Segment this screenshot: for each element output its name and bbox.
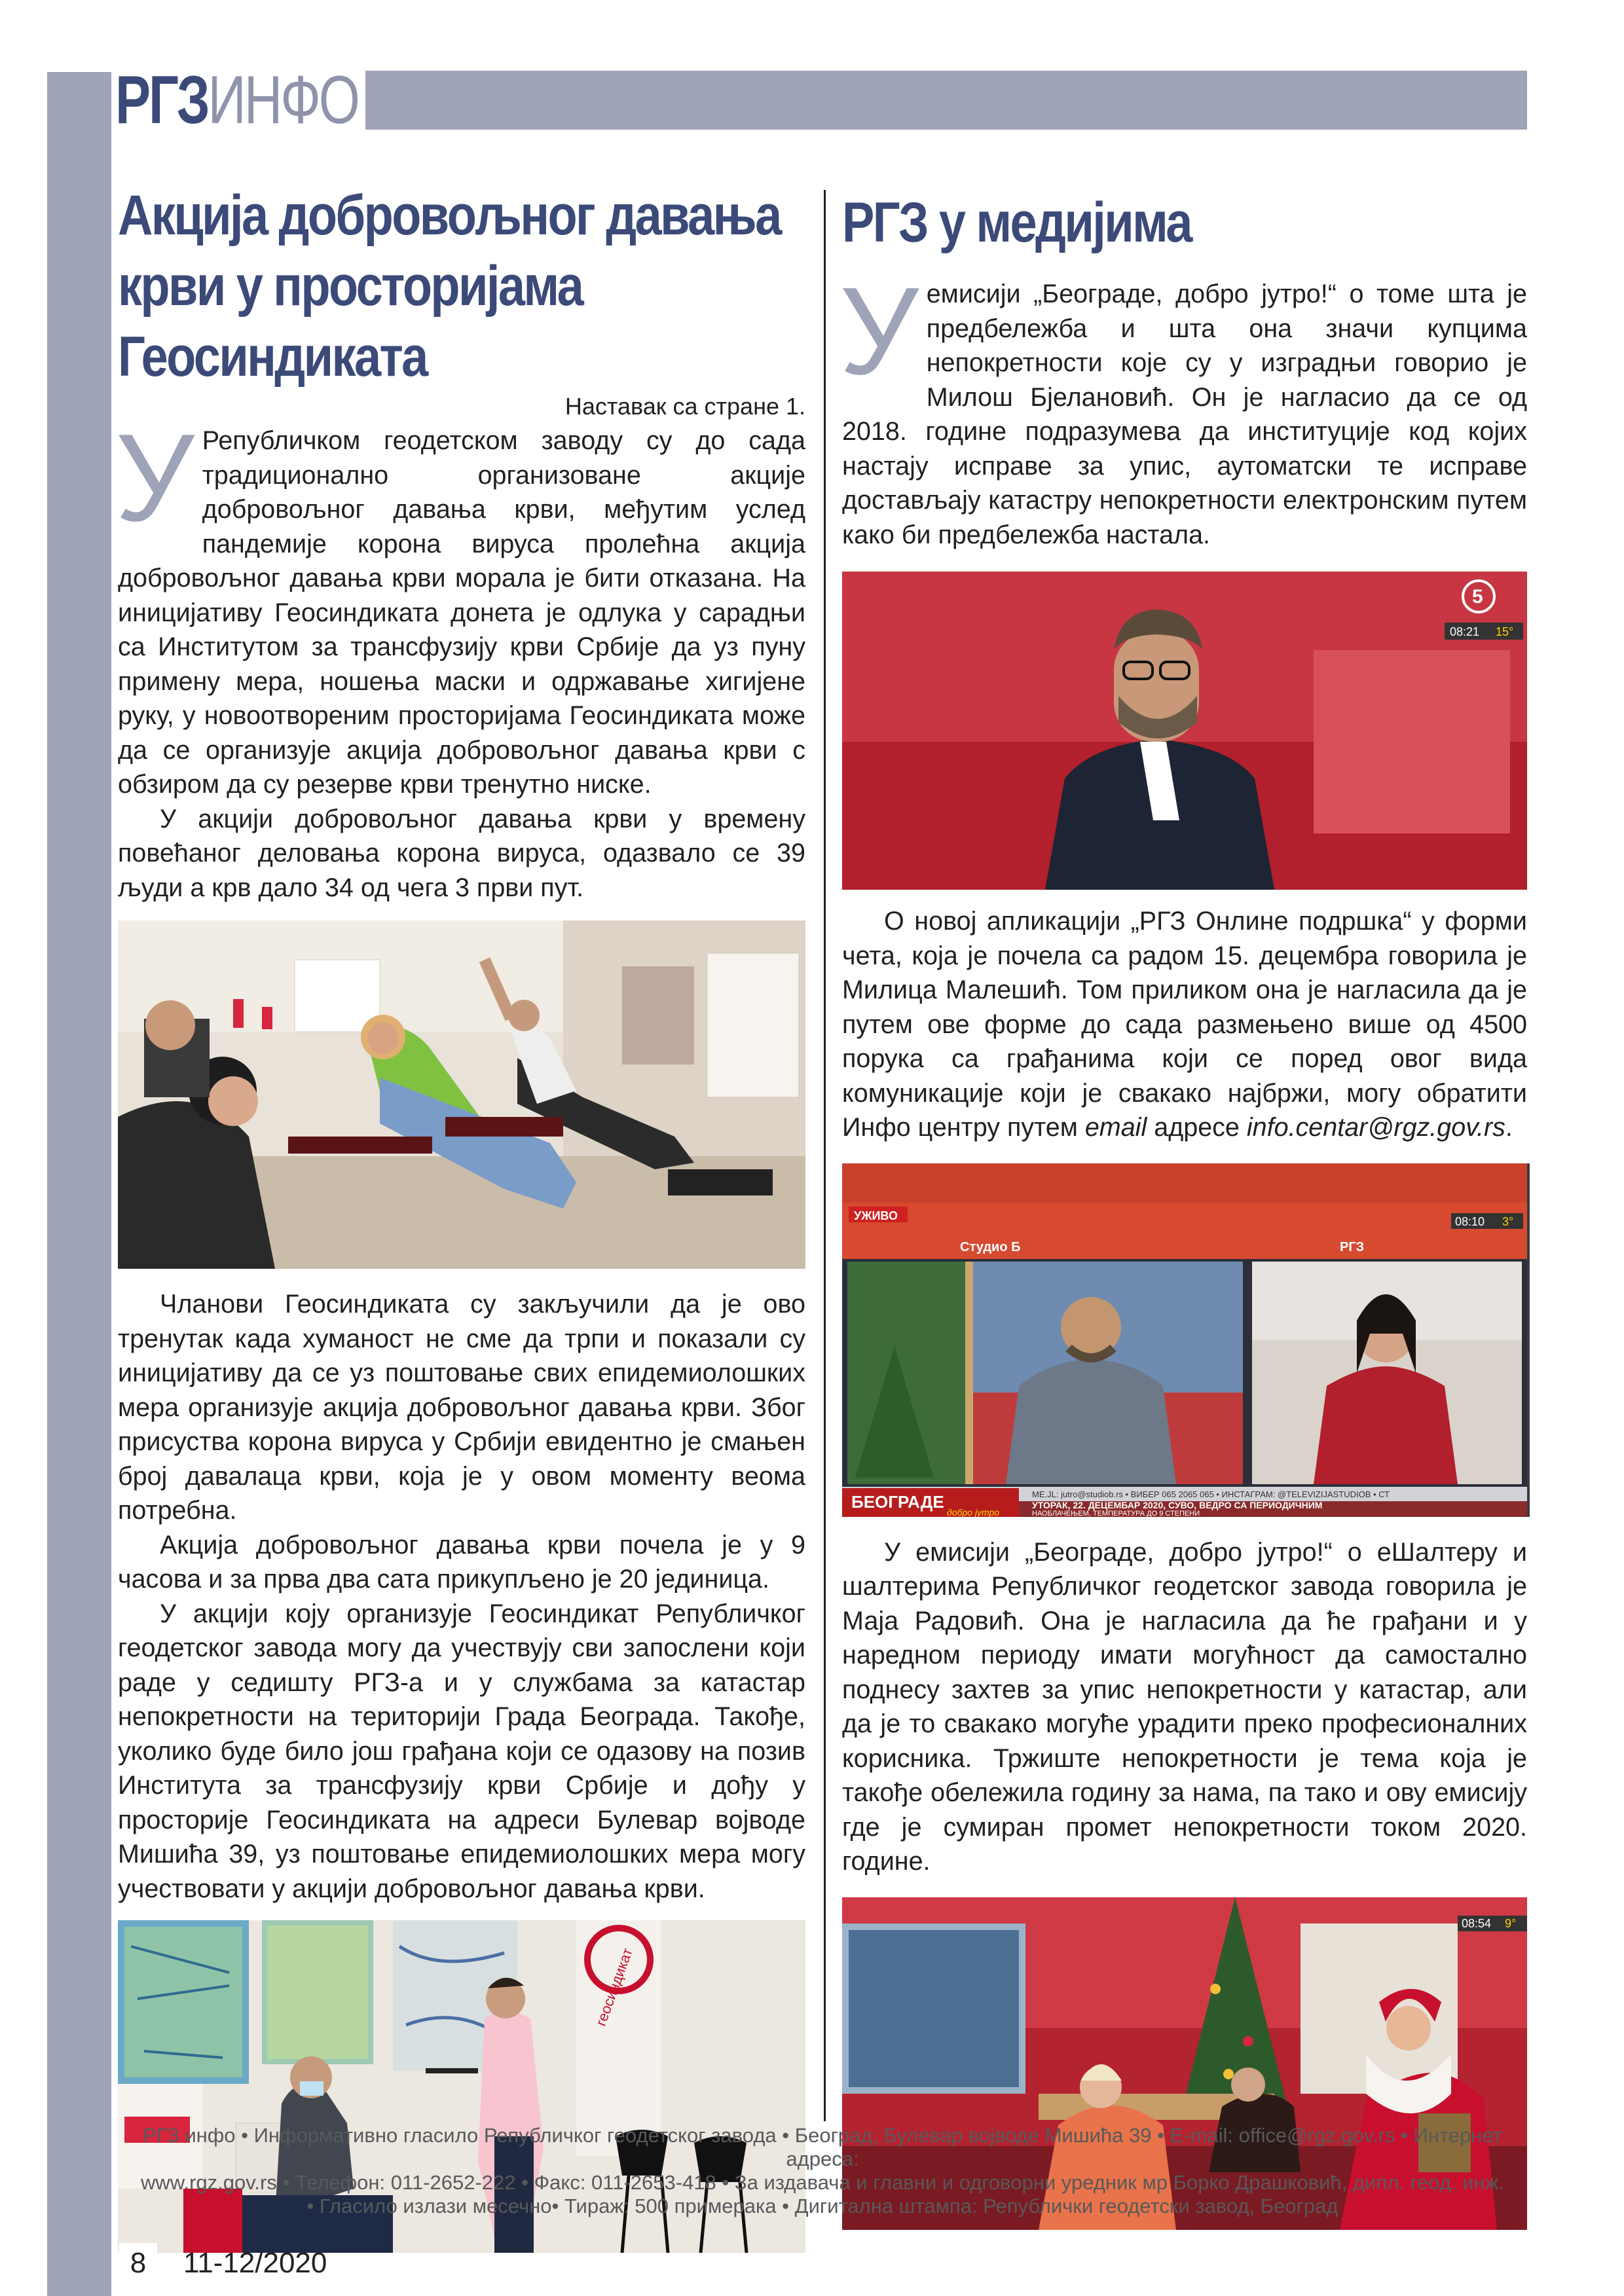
right-article-title: РГЗ у медијима xyxy=(842,191,1191,254)
tv1-temp: 15° xyxy=(1496,625,1514,638)
right-paragraph-2: О новој апликацији „РГЗ Онлине подршка“ у форми чета, која је почела са радом 15. децембра говорила је Милица Малешић. Том приликом она је нагласила да је путем ове форме до сада размењено више од 4500 порука са грађанима који се поред овог вида комуникације који је свакако најбржи, могу обратити Инфо центру путем email адресе info.centar@rgz.gov.rs. xyxy=(842,907,1527,1142)
tv-screenshot-1-illustration xyxy=(842,572,1527,890)
drop-cap: У xyxy=(840,262,919,401)
drop-cap: У xyxy=(115,409,194,547)
footer xyxy=(118,2124,1527,2218)
footer-line-3: • Гласило излази месечно• Тираж: 500 примерака • Дигитална штампа: Републички геодетски завод, Београд xyxy=(306,2195,1338,2217)
tv2-ticker-line1: УТОРАК, 22. ДЕЦЕМБАР 2020, СУВО, ВЕДРО СА ПЕРИОДИЧНИМ xyxy=(1032,1499,1323,1510)
logo-thin: ИНФО xyxy=(208,62,358,138)
banner-text: геосиндикат xyxy=(592,1946,636,2028)
tv2-temp: 3° xyxy=(1502,1214,1514,1228)
left-margin-bar xyxy=(47,72,111,2296)
tv1-clock: 08:21 xyxy=(1450,625,1480,638)
tv2-ticker-top: ME.JL: jutro@studiob.rs • ВИБЕР 065 2065 065 • ИНСТАГРАМ: @TELEVIZIJASTUDIOB • СТ xyxy=(1032,1489,1390,1499)
tv2-right-label: РГЗ xyxy=(1340,1239,1365,1254)
tv2-show-name: БЕОГРАДЕ xyxy=(851,1491,944,1512)
tv2-show-sub: добро јутро xyxy=(947,1506,1000,1517)
footer-line-2: www.rgz.gov.rs • Телефон: 011-2652-222 • Факс: 011-2653-418 • За издавача и главни и одговорни уредник мр Борко Драшковић, дипл. геод. инж. xyxy=(141,2171,1504,2194)
tv-screenshot-2 xyxy=(842,1163,1530,1517)
tv2-live-label: УЖИВО xyxy=(854,1209,898,1222)
left-paragraph-4: Акција добровољног давања крви почела је у 9 часова и за прва два сата прикупљено је 20 јединица. xyxy=(118,1530,805,1594)
logo-bold: РГЗ xyxy=(115,62,208,138)
tv2-ticker-line2: НАОБЛАЧЕЊЕМ, ТЕМПЕРАТУРА ДО 9 СТЕПЕНИ xyxy=(1032,1509,1200,1517)
column-divider xyxy=(824,190,826,2121)
page-number: 8 xyxy=(119,2243,157,2284)
right-paragraph-3: У емисији „Београде, добро јутро!“ о еШалтеру и шалтерима Републичког геодетског завода говорила је Маја Радовић. Она је нагласила да ће грађани и у наредном периоду имати могућност да самостално поднесу захтев за упис непокретности у катастар, али да је то свакако могуће урадити преко професионалних корисника. Тржиште непокретности је тема која је такође обележила годину за нама, па тако и ову емисију где је сумиран промет непокретности током 2020. године. xyxy=(842,1537,1527,1876)
tv3-clock: 08:54 xyxy=(1462,1916,1492,1930)
left-column xyxy=(115,180,805,2253)
right-column xyxy=(842,180,1527,2230)
email-link[interactable]: info.centar@rgz.gov.rs xyxy=(1246,1113,1505,1142)
tv2-left-label: Студио Б xyxy=(960,1239,1021,1254)
left-article-title: Акција добровољног давања крви у просторијама Геосиндиката xyxy=(118,184,781,388)
continuation-note: Наставак са стране 1. xyxy=(564,393,805,420)
blood-donation-illustration xyxy=(118,920,805,1269)
left-paragraph-3: Чланови Геосиндиката су закључили да је ово тренутак када хуманост не сме да трпи и показали су иницијативу да се уз поштовање свих епидемиолошких мера организује акција добровољног давања крви. Због присуства корона вируса у Србији евидентно је смањен број давалаца крви, која је у овом моменту веома потребна. xyxy=(118,1290,805,1525)
tv-screenshot-1 xyxy=(842,572,1530,890)
tv2-clock: 08:10 xyxy=(1455,1214,1485,1228)
masthead xyxy=(111,62,1527,138)
masthead-logo xyxy=(115,62,358,138)
left-paragraph-1: У Републичком геодетском заводу су до сада традиционално организоване акције добровољног давања крви, међутим услед пандемије корона вируса пролећна акција добровољног давања крви морала је бити отказана. На иницијативу Геосиндиката донета је одлука у сарадњи са Институтом за трансфузију крви Србије да уз пуну примену мера, ношења маски и одржавање хигијене руку, у новоотвореним просторијама Геосиндиката може да се организује акција добровољног давања крви с обзиром да су резерве крви тренутно ниске. xyxy=(115,409,805,799)
right-paragraph-1: Уемисији „Београде, добро јутро!“ о томе шта је предбележба и шта она значи купцима непокретности које су у изградњи говорио је Милош Бјелановић. Он је нагласио да се од 2018. године подразумева да институције код којих настају исправе за упис, аутоматски те исправе достављају катастру непокретности електронским путем како би предбележба настала. xyxy=(840,262,1527,549)
tv-screenshot-2-illustration xyxy=(842,1163,1527,1517)
tv1-channel-logo: 5 xyxy=(1472,586,1483,608)
tv3-temp: 9° xyxy=(1505,1916,1517,1930)
left-paragraph-5: У акцији коју организује Геосиндикат Републичког геодетског завода могу да учествују сви запослени који раде у седишту РГЗ-а и у службама за катастар непокретности на територији Града Београда. Такође, уколико буде било још грађана који се одазову на позив Института за трансфузију крви Србије и дођу у просторије Геосиндиката на адреси Булевар војводе Мишића 39, уз поштовање епидемиолошких мера могу учествовати у акцији добровољног давања крви. xyxy=(118,1599,805,1903)
issue-number: 11-12/2020 xyxy=(183,2247,327,2279)
masthead-strip xyxy=(365,71,1527,130)
footer-line-1: РГЗ инфо • Информативно гласило Републичког геодетског завода • Београд, Булевар војводе Мишића 39 • E-mail: office@rgz.gov.rs • Интернет адреса: xyxy=(143,2124,1502,2170)
blood-donation-photo xyxy=(118,920,805,1269)
left-paragraph-2: У акцији добровољног давања крви у времену повећаног деловања корона вируса, одазвало се 39 људи а крв дало 34 од чега 3 први пут. xyxy=(118,804,805,902)
